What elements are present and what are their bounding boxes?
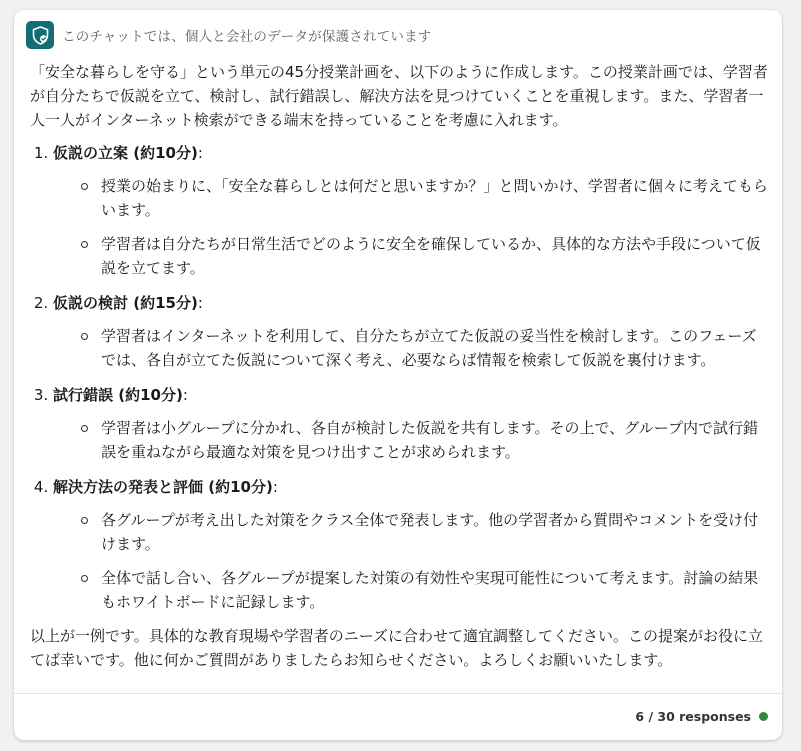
list-item: 全体で話し合い、各グループが提案した対策の有効性や実現可能性について考えます。討論の結果もホワイトボードに記録します。 — [79, 566, 770, 614]
step-bullets — [53, 508, 770, 614]
list-item: 授業の始まりに、「安全な暮らしとは何だと思いますか？」と問いかけ、学習者に個々に考えてもらいます。 — [79, 174, 770, 222]
response-counter — [635, 709, 768, 724]
chat-response-card — [14, 10, 782, 740]
response-count-text: 6 / 30 responses — [635, 709, 751, 724]
list-item-step-3 — [53, 382, 770, 464]
response-body — [30, 60, 770, 672]
list-item: 学習者は自分たちが日常生活でどのように安全を確保しているか、具体的な方法や手段について仮説を立てます。 — [79, 232, 770, 280]
step-bullets — [53, 324, 770, 372]
list-item-step-2 — [53, 290, 770, 372]
data-protection-text: このチャットでは、個人と会社のデータが保護されています — [62, 29, 432, 45]
list-item-step-4 — [53, 474, 770, 614]
list-item: 学習者はインターネットを利用して、自分たちが立てた仮説の妥当性を検討します。このフェーズでは、各自が立てた仮説について深く考え、必要ならば情報を検索して仮説を裏付けます。 — [79, 324, 770, 372]
intro-paragraph: 「安全な暮らしを守る」という単元の45分授業計画を、以下のように作成します。この授業計画では、学習者が自分たちで仮説を立て、検討し、試行錯誤し、解決方法を見つけていくことを重視します。また、学習者一人一人がインターネット検索ができる端末を持っていることを考慮に入れます。 — [30, 63, 768, 129]
lesson-steps-list — [30, 140, 770, 614]
step-title: 3. 試行錯誤 (約10分): — [53, 386, 188, 404]
step-bullets — [53, 174, 770, 280]
status-dot — [759, 712, 768, 721]
footer-divider — [14, 693, 782, 694]
step-title: 1. 仮説の立案 (約10分): — [53, 144, 203, 162]
list-item: 学習者は小グループに分かれ、各自が検討した仮説を共有します。その上で、グループ内で試行錯誤を重ねながら最適な対策を見つけ出すことが求められます。 — [79, 416, 770, 464]
data-protection-notice — [26, 21, 432, 49]
step-bullets — [53, 416, 770, 464]
list-item-step-1 — [53, 140, 770, 280]
step-title: 4. 解決方法の発表と評価 (約10分): — [53, 478, 278, 496]
closing-paragraph: 以上が一例です。具体的な教育現場や学習者のニーズに合わせて適宜調整してください。この提案がお役に立てば幸いです。他に何かご質問がありましたらお知らせください。よろしくお願いいたします。 — [30, 627, 764, 669]
step-title: 2. 仮説の検討 (約15分): — [53, 294, 203, 312]
list-item: 各グループが考え出した対策をクラス全体で発表します。他の学習者から質問やコメントを受け付けます。 — [79, 508, 770, 556]
shield-check-icon — [26, 21, 54, 49]
